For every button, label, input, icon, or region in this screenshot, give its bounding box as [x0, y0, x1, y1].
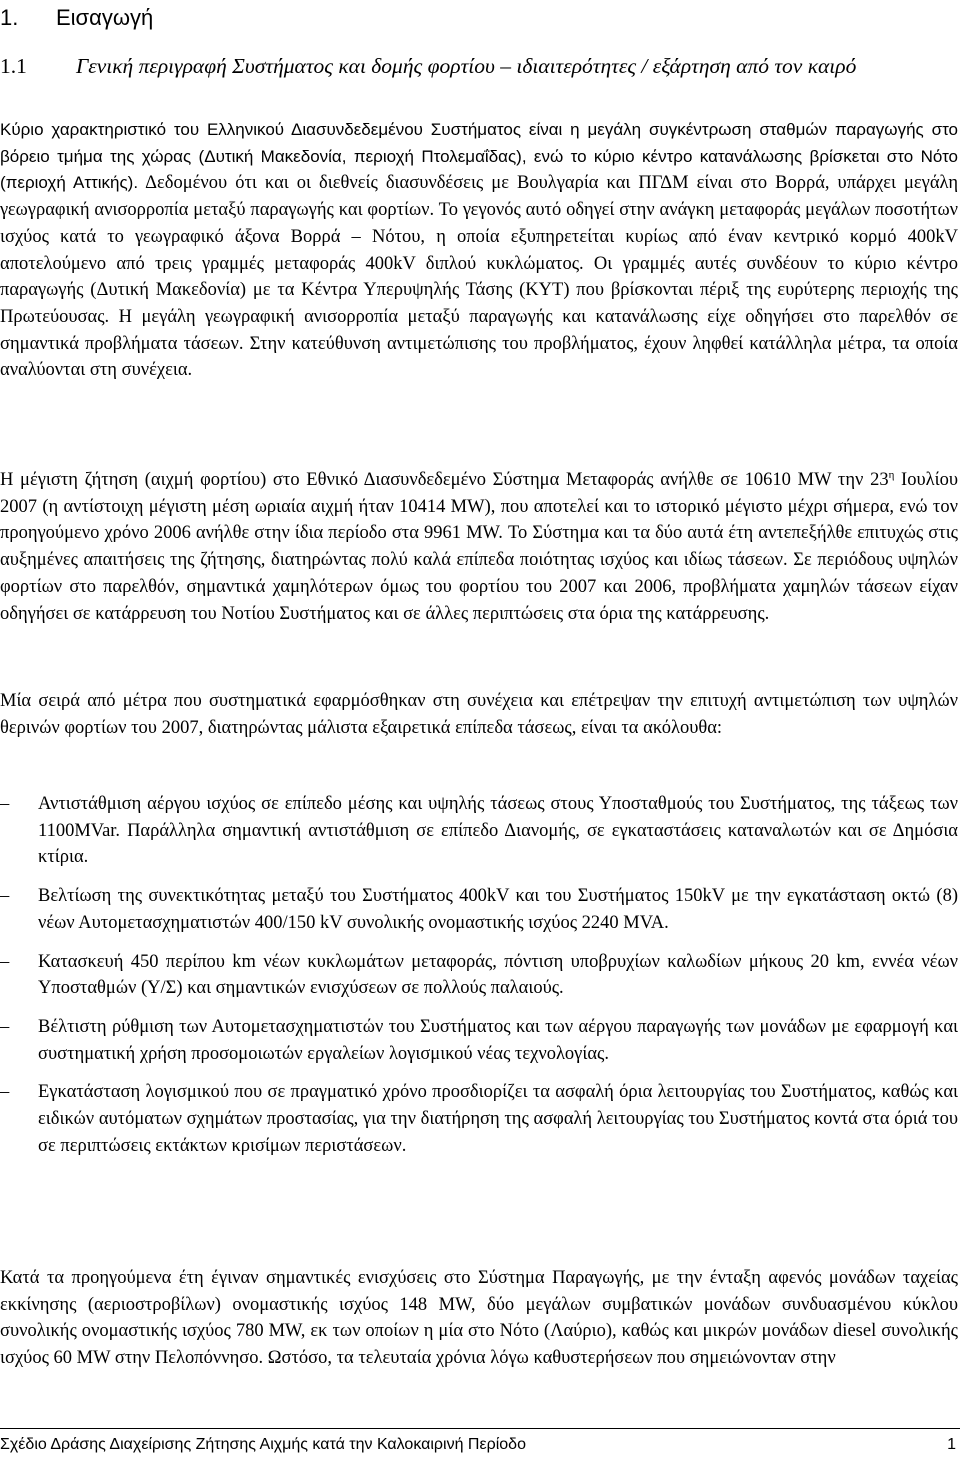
footer-divider [0, 1428, 960, 1429]
paragraph-overview-body: Δεδομένου ότι και οι διεθνείς διασυνδέσεις με Βουλγαρία και ΠΓΔΜ είναι στο Βορρά, υπάρχει μεγάλη γεωγραφική ανισορροπία μεταξύ παραγωγής και φορτίων. Το γεγονός αυτό οδηγεί στην ανάγκη μεταφοράς μεγάλων ποσοτήτων ισχύος κατά το γεωγραφικό άξονα Βορρά – Νότου, η οποία εξυπηρετείται κυρίως από έναν κεντρικό κορμό 400kV αποτελούμενο από τρεις γραμμές μεταφοράς 400kV διπλού κυκλώματος. Οι γραμμές αυτές συνδέουν το κύριο κέντρο παραγωγής (Δυτική Μακεδονία) με τα Κέντρα Υπερυψηλής Τάσης (ΚΥΤ) που βρίσκονται πέριξ της ευρύτερης περιοχής της Πρωτεύουσας. Η μεγάλη γεωγραφική ανισορροπία μεταξύ παραγωγής και κατανάλωσης είχε οδηγήσει στο παρελθόν σε σημαντικά προβλήματα τάσεων. Στην κατεύθυνση αντιμετώπισης του προβλήματος, έχουν ληφθεί κατάλληλα μέτρα, τα οποία αναλύονται στη συνέχεια. [0, 173, 959, 381]
list-item [0, 883, 958, 936]
measures-list [0, 791, 958, 1171]
subsection-heading [0, 52, 958, 81]
paragraph-peak-demand [0, 467, 958, 627]
dash-bullet: – [0, 951, 10, 972]
peak-demand-text-b: Ιουλίου 2007 (η αντίστοιχη μέγιστη μέση ωριαία αιχμή ήταν 10414 MW), που αποτελεί και το ιστορικό μέγιστο μέχρι σήμερα, ενώ τον προηγούμενο χρόνο 2006 ανήλθε στην ίδια περίοδο στα 9961 MW. Το Σύστημα και τα δύο αυτά έτη αντεπεξήλθε επιτυχώς στις αυξημένες απαιτήσεις της ζήτησης, διατηρώντας πολύ καλά επίπεδα ποιότητας ισχύος και ιδίως τάσεων. Σε περιόδους υψηλών φορτίων στο παρελθόν, σημαντικά χαμηλότερων όμως του φορτίου του 2007 και 2006, προβλήματα χαμηλών τάσεων είχαν οδηγήσει σε κατάρρευση του Νοτίου Συστήματος και σε άλλες περιπτώσεις στα όρια της κατάρρευσης. [0, 470, 958, 624]
peak-demand-superscript: η [888, 468, 895, 481]
paragraph-measures-intro: Μία σειρά από μέτρα που συστηματικά εφαρμόσθηκαν στη συνέχεια και επέτρεψαν την επιτυχή αντιμετώπιση των υψηλών θερινών φορτίων του 2007, διατηρώντας μάλιστα εξαιρετικά επίπεδα τάσεως, είναι τα ακόλουθα: [0, 691, 958, 738]
list-item [0, 1079, 958, 1159]
subsection-title: Γενική περιγραφή Συστήματος και δομής φορτίου – ιδιαιτερότητες / εξάρτηση από τον καιρό [76, 54, 857, 78]
list-item-text: Εγκατάσταση λογισμικού που σε πραγματικό χρόνο προσδιορίζει τα ασφαλή όρια λειτουργίας του Συστήματος, καθώς και ειδικών αυτόματων σχημάτων προστασίας, για την διατήρηση της ασφαλή λειτουργίας του Συστήματος κοντά στα όριά του σε περιπτώσεις εκτάκτων κρισίμων περιστάσεων. [38, 1082, 958, 1156]
list-item-text: Βέλτιστη ρύθμιση των Αυτομετασχηματιστών του Συστήματος και των αέργου παραγωγής των μονάδων με εφαρμογή και συστηματική χρήση προσομοιωτών εργαλείων λογισμικού νέας τεχνολογίας. [38, 1016, 958, 1064]
page-number: 1 [947, 1436, 956, 1453]
list-item-text: Βελτίωση της συνεκτικότητας μεταξύ του Συστήματος 400kV και του Συστήματος 150kV με την εγκατάσταση οκτώ (8) νέων Αυτομετασχηματιστών 400/150 kV συνολικής ονομαστικής ισχύος 2240 MVA. [38, 886, 958, 933]
dash-bullet: – [0, 886, 10, 907]
list-item [0, 1014, 958, 1067]
paragraph-overview-intro: Κύριο χαρακτηριστικό του Ελληνικού Διασυνδεδεμένου Συστήματος είναι η μεγάλη συγκέντρωση σταθμών παραγωγής στο βόρειο τμήμα της χώρας (Δυτική Μακεδονία, περιοχή Πτολεμαΐδας), ενώ το κύριο κέντρο κατανάλωσης βρίσκεται στο Νότο (περιοχή Αττικής). [0, 120, 958, 193]
section-heading [0, 4, 153, 32]
page-footer [0, 1434, 958, 1456]
paragraph-overview [0, 117, 958, 384]
section-title: Εισαγωγή [56, 5, 154, 30]
paragraph-generation: Κατά τα προηγούμενα έτη έγιναν σημαντικές ενισχύσεις στο Σύστημα Παραγωγής, με την ένταξη αφενός μονάδων ταχείας εκκίνησης (αεριοστροβίλων) ονομαστικής ισχύος 148 MW, δύο μεγάλων συμβατικών μονάδων συνδυασμένου κύκλου συνολικής ονομαστικής ισχύος 780 MW, εκ των οποίων η μία στο Νότο (Λαύριο), καθώς και μικρών μονάδων diesel συνολικής ισχύος 60 MW στην Πελοπόννησο. Ωστόσο, τα τελευταία χρόνια λόγω καθυστερήσεων που σημειώνονταν στην [0, 1268, 958, 1369]
subsection-number: 1.1 [0, 54, 27, 78]
list-item-text: Κατασκευή 450 περίπου km νέων κυκλωμάτων μεταφοράς, πόντιση υποβρυχίων καλωδίων μήκους 20 km, εννέα νέων Υποσταθμών (Υ/Σ) και σημαντικών ενισχύσεων σε πολλούς παλαιούς. [38, 951, 958, 999]
dash-bullet: – [0, 1016, 10, 1037]
footer-title: Σχέδιο Δράσης Διαχείρισης Ζήτησης Αιχμής κατά την Καλοκαιρινή Περίοδο [0, 1436, 526, 1453]
list-item [0, 949, 958, 1002]
dash-bullet: – [0, 794, 10, 814]
list-item-text: Αντιστάθμιση αέργου ισχύος σε επίπεδο μέσης και υψηλής τάσεως στους Υποσταθμούς του Συστήματος, της τάξεως των 1100MVar. Παράλληλα σημαντική αντιστάθμιση σε επίπεδο Διανομής, σε εγκαταστάσεις καταναλωτών και σε Δημόσια κτίρια. [38, 794, 958, 868]
list-item [0, 791, 958, 871]
dash-bullet: – [0, 1082, 10, 1103]
peak-demand-text-a: Η μέγιστη ζήτηση (αιχμή φορτίου) στο Εθνικό Διασυνδεδεμένο Σύστημα Μεταφοράς ανήλθε σε 10610 MW την 23 [0, 470, 889, 490]
section-number: 1. [0, 5, 19, 30]
